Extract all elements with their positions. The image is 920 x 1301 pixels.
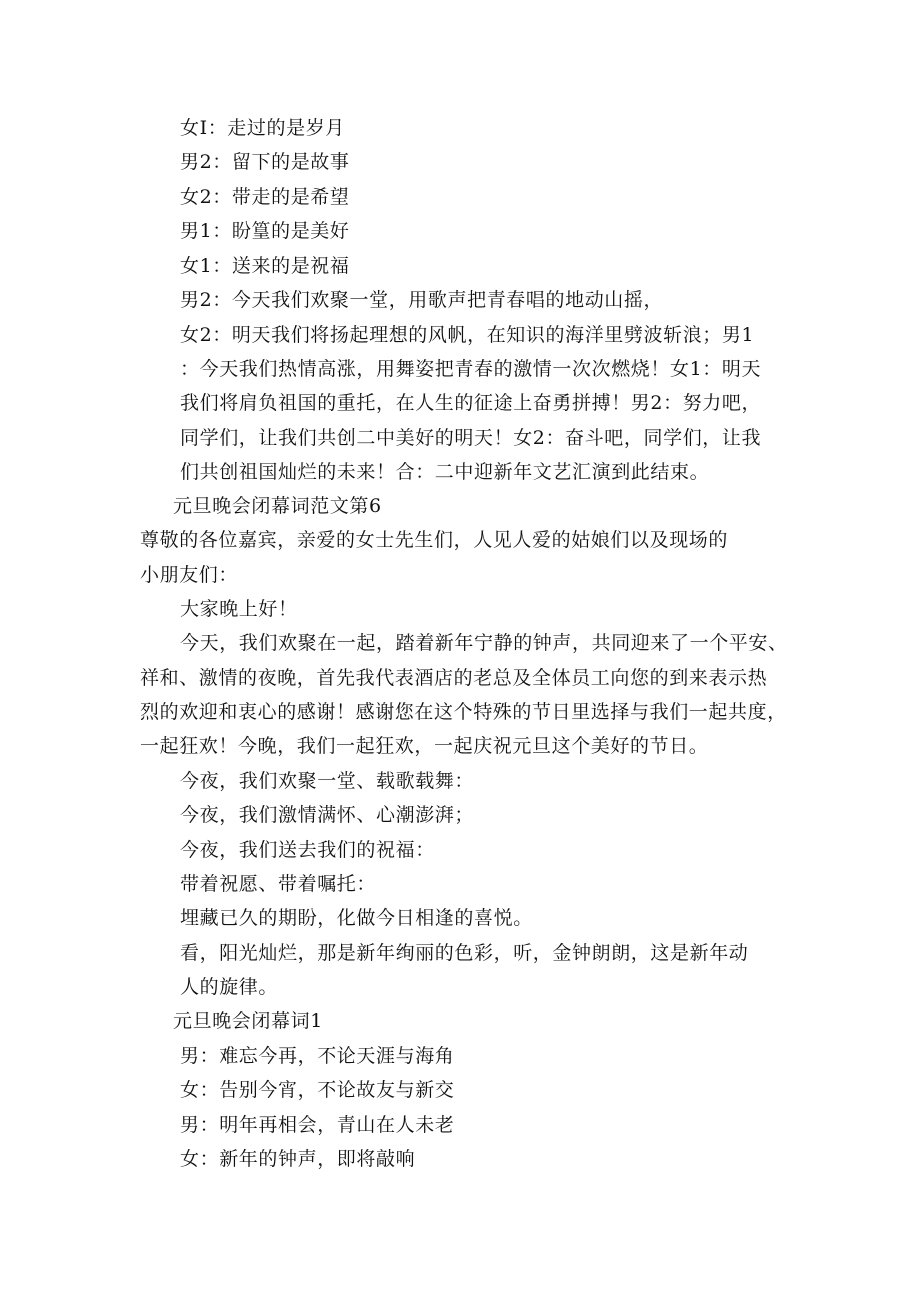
text-line: 人的旋律。	[180, 976, 279, 998]
text-line: 女1：送来的是祝福	[180, 255, 350, 277]
text-line: 男2：留下的是故事	[180, 151, 350, 173]
text-line: 女：告别今宵，不论故友与新交	[180, 1079, 455, 1101]
text-line: 男2：今天我们欢聚一堂，用歌声把青春唱的地动山摇，	[180, 289, 664, 311]
text-line: 今夜，我们激情满怀、心潮澎湃；	[180, 804, 475, 826]
text-line: 同学们，让我们共创二中美好的明天！女2：奋斗吧，同学们，让我	[180, 427, 762, 449]
text-line: 女2：带走的是希望	[180, 186, 350, 208]
text-line: 今夜，我们送去我们的祝福：	[180, 839, 435, 861]
text-line: 尊敬的各位嘉宾，亲爱的女士先生们，人见人爱的姑娘们以及现场的	[140, 529, 729, 551]
text-line: 烈的欢迎和衷心的感谢！感谢您在这个特殊的节日里选择与我们一起共度，	[140, 701, 787, 723]
text-line: 男1：盼篁的是美好	[180, 220, 350, 242]
section-heading: 元旦晚会闭幕词范文第6	[173, 495, 382, 517]
text-line: 看，阳光灿烂，那是新年绚丽的色彩，听，金钟朗朗，这是新年动	[180, 942, 749, 964]
text-line: 大家晚上好！	[180, 598, 298, 620]
text-line: 男：明年再相会，青山在人未老	[180, 1114, 455, 1136]
text-line: 们共创祖国灿烂的未来！合：二中迎新年文艺汇演到此结束。	[180, 461, 710, 483]
text-line: 带着祝愿、带着嘱托：	[180, 873, 377, 895]
text-line: 男：难忘今再，不论天涯与海角	[180, 1045, 455, 1067]
text-line: 女2：明天我们将扬起理想的风帆，在知识的海洋里劈波斩浪；男1	[180, 324, 755, 346]
text-line: 今天，我们欢聚在一起，踏着新年宁静的钟声，共同迎来了一个平安、	[180, 632, 788, 654]
text-line: 女I：走过的是岁月	[180, 117, 345, 139]
text-line: 祥和、激情的夜晚，首先我代表酒店的老总及全体员工向您的到来表示热	[140, 667, 768, 689]
text-line: 小朋友们：	[140, 564, 239, 586]
text-line: 一起狂欢！今晚，我们一起狂欢，一起庆祝元旦这个美好的节日。	[140, 735, 709, 757]
text-line: 女：新年的钟声，即将敲响	[180, 1148, 416, 1170]
text-line: 埋藏已久的期盼，化做今日相逢的喜悦。	[180, 907, 533, 929]
text-line: 我们将肩负祖国的重托，在人生的征途上奋勇拼搏！男2：努力吧，	[180, 392, 762, 414]
text-line: 今夜，我们欢聚一堂、载歌载舞：	[180, 770, 475, 792]
text-line: ：今天我们热情高涨，用舞姿把青春的激情一次次燃烧！女1：明天	[180, 358, 762, 380]
section-heading: 元旦晚会闭幕词1	[173, 1010, 323, 1032]
